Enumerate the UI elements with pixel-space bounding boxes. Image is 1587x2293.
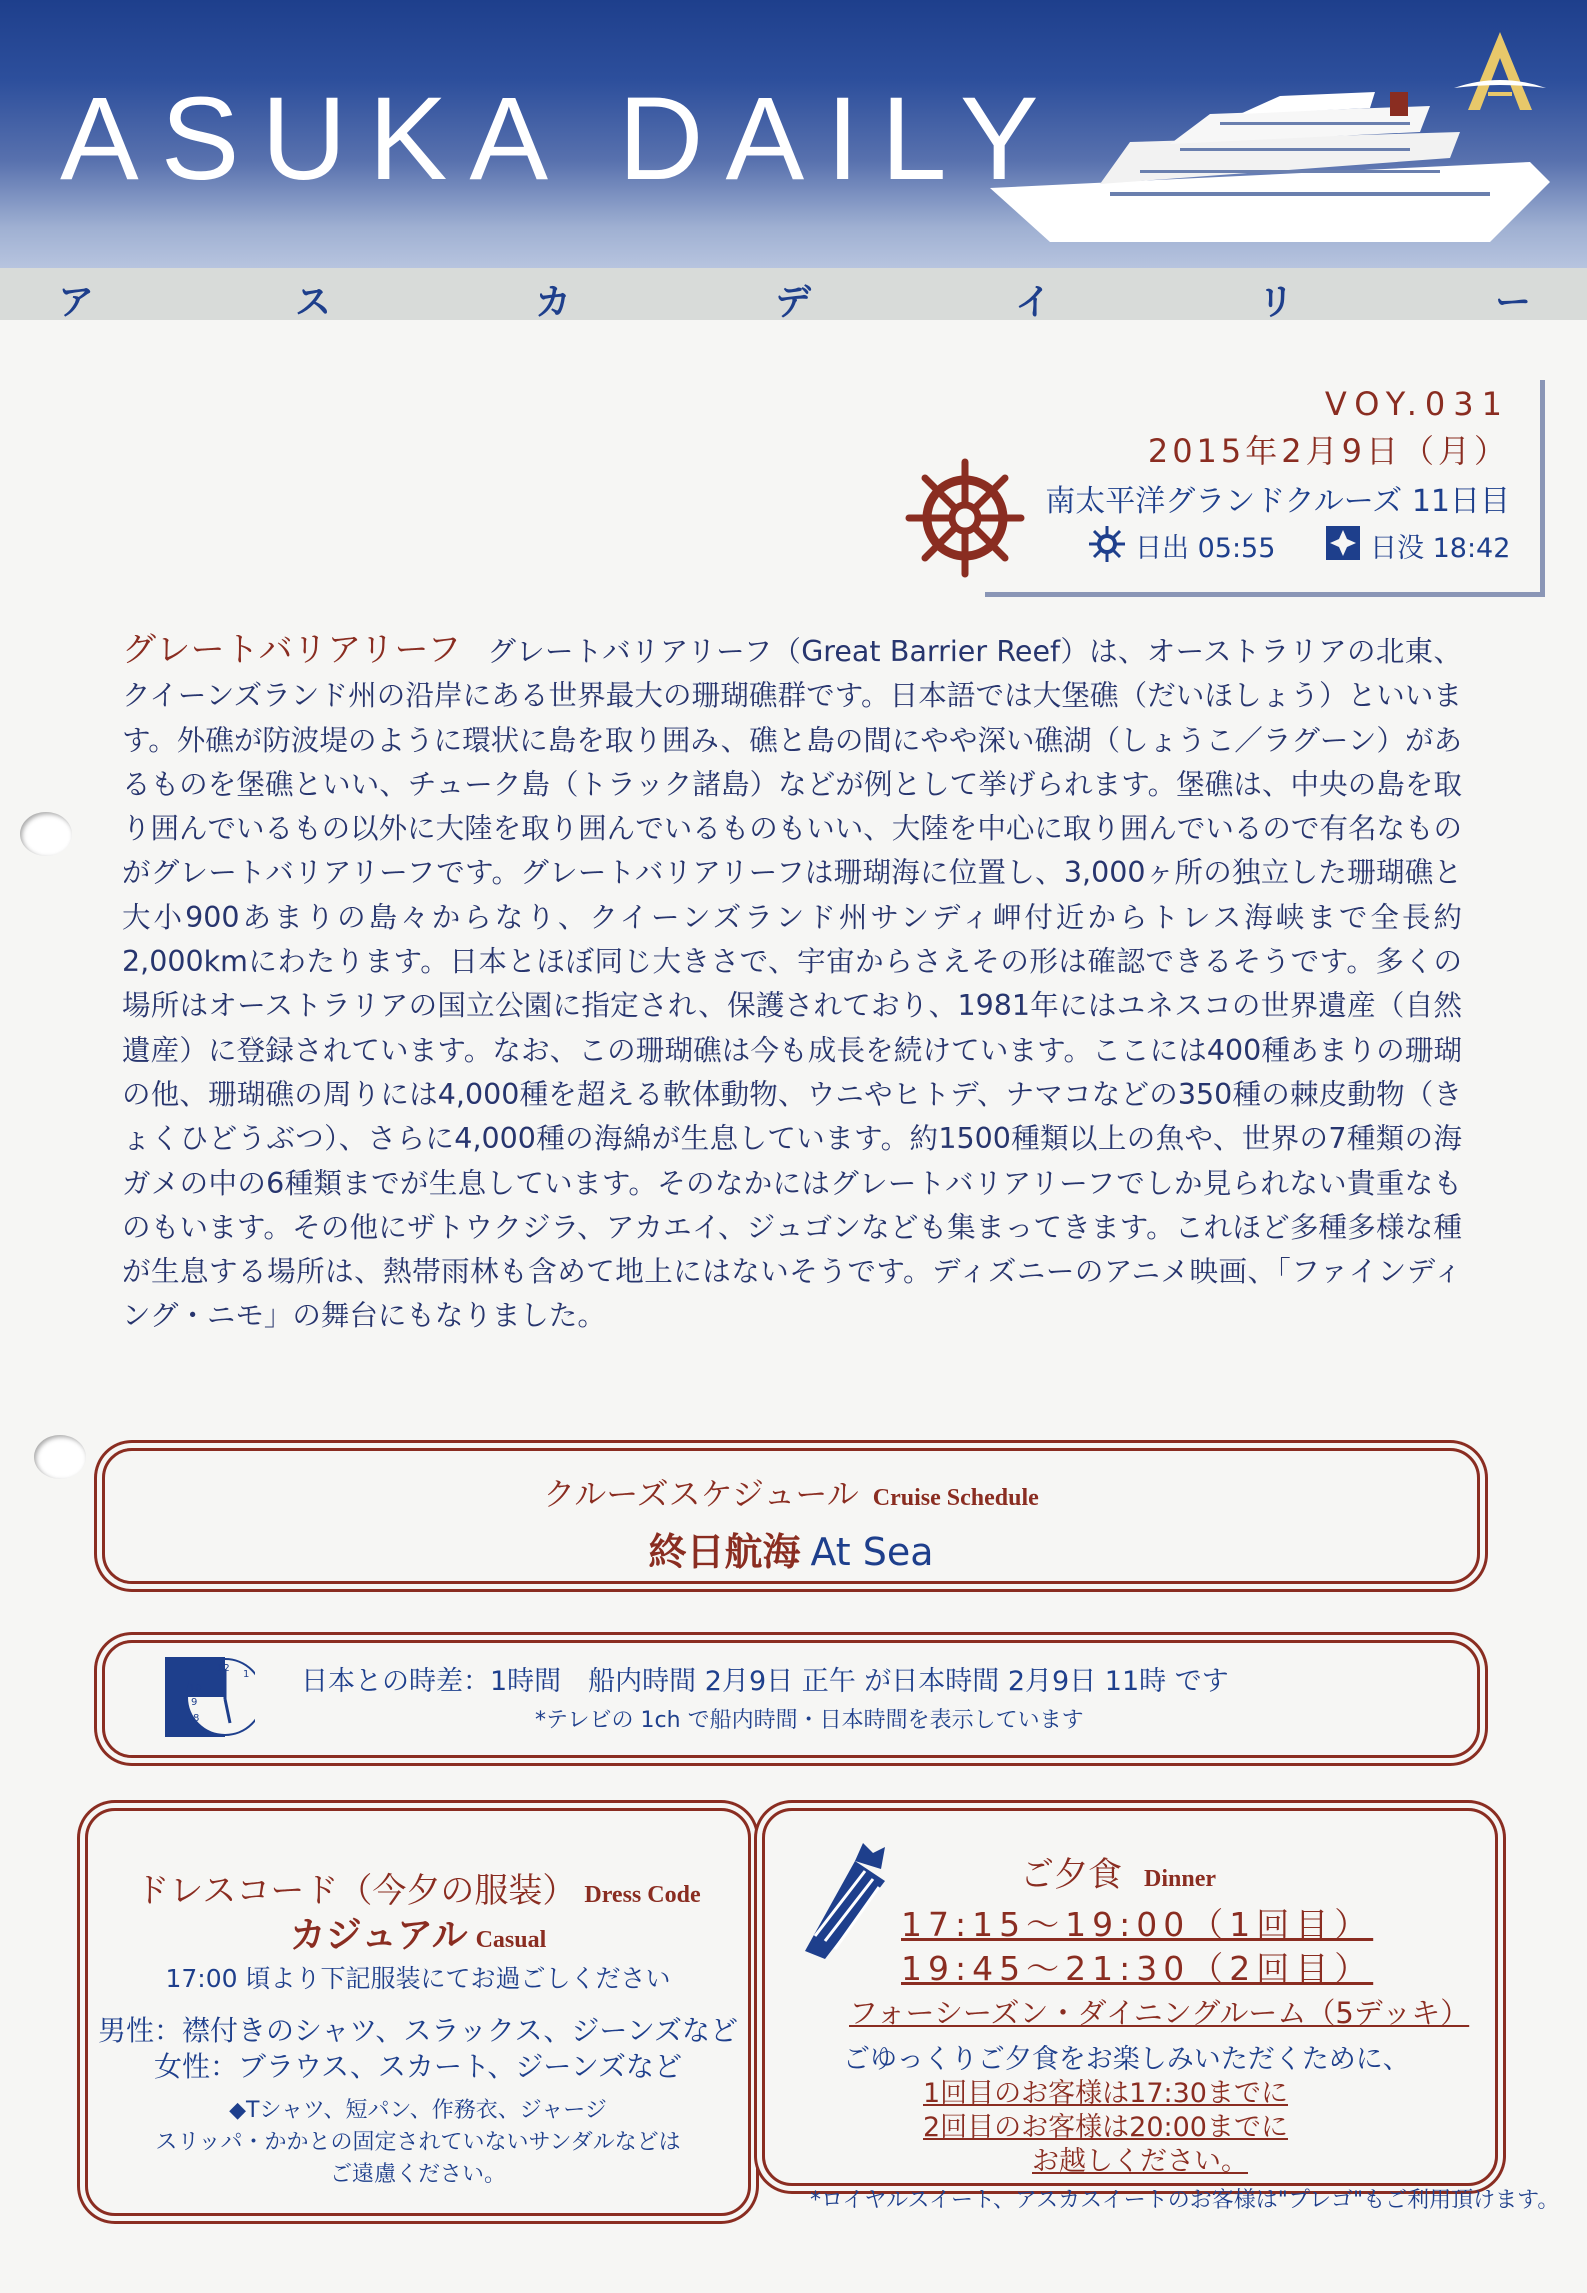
- dinner-box: [762, 1808, 1498, 2186]
- kana-strip: [0, 268, 1587, 323]
- schedule-status-ja: 終日航海: [648, 1530, 801, 1574]
- dinner-footnote: *ロイヤルスイート、アスカスイートのお客様は"プレゴ"もご利用頂けます。: [810, 2188, 1560, 2213]
- dress-code-women: 女性：ブラウス、スカート、ジーンズなど: [153, 2050, 683, 2083]
- dress-code-title-ja: ドレスコード（今夕の服装）: [135, 1871, 577, 1911]
- sunset-time: 日没 18:42: [1370, 533, 1511, 564]
- sunrise-icon: [1088, 525, 1126, 563]
- schedule-title-en: Cruise Schedule: [872, 1485, 1039, 1511]
- dress-code-ng-2: スリッパ・かかとの固定されていないサンダルなどは: [155, 2130, 681, 2155]
- svg-text:12: 12: [217, 1663, 230, 1674]
- dress-code-box: [85, 1808, 751, 2216]
- dress-code-value-en: Casual: [475, 1927, 547, 1953]
- time-difference-box: [102, 1640, 1480, 1758]
- article: [122, 628, 1462, 1339]
- dinner-time-2: 19:45～21:30（2回目）: [901, 1949, 1374, 1988]
- schedule-status-en: At Sea: [810, 1530, 934, 1574]
- sunrise-time: 日出 05:55: [1135, 533, 1276, 564]
- kana-long: ー: [1495, 282, 1532, 323]
- svg-text:1: 1: [243, 1669, 250, 1680]
- punch-hole-bottom: [34, 1435, 86, 1479]
- dress-code-title: [88, 1863, 748, 1912]
- dinner-title-ja: ご夕食: [1020, 1855, 1122, 1895]
- dress-code-ng-3: ご遠慮ください。: [329, 2162, 506, 2187]
- time-difference-note: *テレビの 1ch で船内時間・日本時間を表示しています: [535, 1708, 1084, 1733]
- cruise-name: 南太平洋グランドクルーズ 11日目: [1045, 484, 1510, 519]
- dinner-time-1: 17:15～19:00（1回目）: [901, 1905, 1374, 1944]
- dress-code-value-ja: カジュアル: [289, 1915, 468, 1956]
- dinner-title: [1020, 1847, 1216, 1896]
- dress-code-title-en: Dress Code: [584, 1882, 701, 1908]
- dinner-note-3: 2回目のお客様は20:00までに: [923, 2112, 1288, 2143]
- dinner-note-4: お越しください。: [1032, 2146, 1248, 2177]
- dress-code-intro: 17:00 頃より下記服装にてお過ごしください: [165, 1964, 671, 1993]
- dinner-room: フォーシーズン・ダイニングルーム（5デッキ）: [849, 1996, 1470, 2030]
- svg-text:10: 10: [189, 1683, 202, 1694]
- page-title: ASUKA DAILY: [60, 73, 1061, 205]
- punch-hole-top: [20, 812, 72, 856]
- dress-code-ng-1: ◆Tシャツ、短パン、作務衣、ジャージ: [229, 2098, 607, 2123]
- dinner-note-1: ごゆっくりご夕食をお楽しみいただくために、: [843, 2044, 1410, 2075]
- header-banner: [0, 0, 1587, 268]
- clock-icon: [165, 1657, 255, 1737]
- article-heading: グレートバリアリーフ: [122, 630, 462, 670]
- dress-code-men: 男性：襟付きのシャツ、スラックス、ジーンズなど: [97, 2014, 739, 2047]
- voyage-info: [985, 380, 1545, 597]
- dinner-bouquet-icon: [785, 1841, 895, 1961]
- schedule-title: [105, 1469, 1477, 1515]
- voyage-number: VOY.031: [1324, 385, 1510, 423]
- kana-ka: カ: [535, 282, 572, 323]
- dinner-note-2: 1回目のお客様は17:30までに: [923, 2078, 1288, 2109]
- dress-code-value: [88, 1907, 748, 1958]
- kana-su: ス: [295, 282, 332, 323]
- sunset-icon: [1325, 525, 1361, 561]
- kana-a: ア: [58, 282, 95, 323]
- kana-de: デ: [775, 282, 812, 323]
- voyage-date: 2015年2月9日（月）: [1147, 432, 1510, 470]
- svg-text:8: 8: [193, 1713, 200, 1724]
- schedule-title-ja: クルーズスケジュール: [543, 1475, 859, 1513]
- article-body: グレートバリアリーフ（Great Barrier Reef）は、オーストラリアの北東、クイーンズランド州の沿岸にある世界最大の珊瑚礁群です。日本語では大堡礁（だいほしょう）といいます。外礁が防波堤のように環状に島を取り囲み、礁と島の間にやや深い礁湖（しょうこ／ラグーン）があるものを堡礁といい、チューク島（トラック諸島）などが例として挙げられます。堡礁は、中央の島を取り囲んでいるもの以外に大陸を取り囲んでいるものもいい、大陸を中心に取り囲んでいるので有名なものがグレートバリアリーフです。グレートバリアリーフは珊瑚海に位置し、3,000ヶ所の独立した珊瑚礁と大小900あまりの島々からなり、クイーンズランド州サンディ岬付近からトレス海峡まで全長約2,000kmにわたります。日本とほぼ同じ大きさで、宇宙からさえその形は確認できるそうです。多くの場所はオーストラリアの国立公園に指定され、保護されており、1981年にはユネスコの世界遺産（自然遺産）に登録されています。なお、この珊瑚礁は今も成長を続けています。ここには400種あまりの珊瑚の他、珊瑚礁の周りには4,000種を超える軟体動物、ウニやヒトデ、ナマコなどの350種の棘皮動物（きょくひどうぶつ）、さらに4,000種の海綿が生息しています。約1500種類以上の魚や、世界の7種類の海ガメの中の6種類までが生息しています。そのなかにはグレートバリアリーフでしか見られない貴重なものもいます。その他にザトウクジラ、アカエイ、ジュゴンなども集まってきます。これほど多種多様な種が生息する場所は、熱帯雨林も含めて地上にはないそうです。ディズニーのアニメ映画、「ファインディング・ニモ」の舞台にもなりました。: [122, 635, 1462, 1333]
- svg-text:9: 9: [191, 1697, 198, 1708]
- dinner-title-en: Dinner: [1144, 1866, 1216, 1892]
- asuka-logo-icon: [1450, 30, 1550, 120]
- kana-i: イ: [1015, 282, 1052, 323]
- time-difference-text: 日本との時差：1時間 船内時間 2月9日 正午 が日本時間 2月9日 11時 です: [301, 1666, 1229, 1697]
- schedule-status: [105, 1521, 1477, 1576]
- kana-ri: リ: [1258, 282, 1295, 323]
- cruise-schedule-box: [102, 1448, 1480, 1584]
